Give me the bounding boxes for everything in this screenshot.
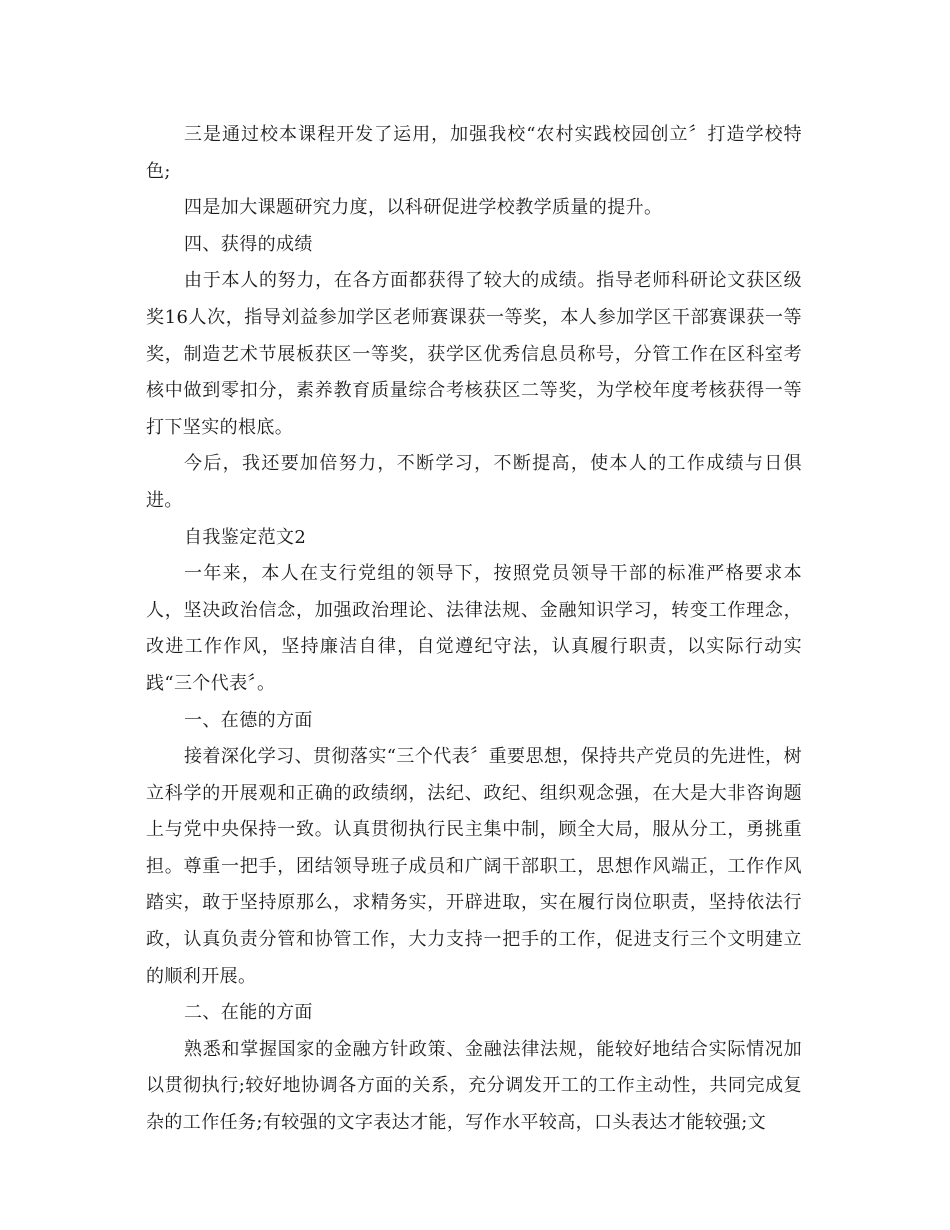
paragraph-future: 今后，我还要加倍努力，不断学习，不断提高，使本人的工作成绩与日俱进。 <box>146 453 802 511</box>
paragraph-research: 四是加大课题研究力度，以科研促进学校教学质量的提升。 <box>184 197 663 219</box>
paragraph-year-summary: 一年来，本人在支行党组的领导下，按照党员领导干部的标准严格要求本人，坚决政治信念，加强政治理论、法律法规、金融知识学习，转变工作理念，改进工作作风，坚持廉洁自律，自觉遵纪守法，认真履行职责，以实际行动实践“三个代表〞。 <box>146 563 802 694</box>
paragraph-school-curriculum: 三是通过校本课程开发了运用，加强我校“农村实践校园创立〞打造学校特色; <box>146 124 802 182</box>
paragraph-achievements: 由于本人的努力，在各方面都获得了较大的成绩。指导老师科研论文获区级奖16人次，指导刘益参加学区老师赛课获一等奖，本人参加学区干部赛课获一等奖，制造艺术节展板获区一等奖，获学区优秀信息员称号，分管工作在区科室考核中做到零扣分，素养教育质量综合考核获区二等奖，为学校年度考核获得一等打下坚实的根底。 <box>146 270 802 438</box>
section-heading-sample-2: 自我鉴定范文2 <box>184 526 307 548</box>
paragraph-ability: 熟悉和掌握国家的金融方针政策、金融法律法规，能较好地结合实际情况加以贯彻执行;较好地协调各方面的关系，充分调发开工的工作主动性，共同完成复杂的工作任务;有较强的文字表达才能，写作水平较高，口头表达才能较强;文 <box>146 1038 802 1134</box>
section-heading-achievements: 四、获得的成绩 <box>184 233 313 255</box>
section-heading-morality: 一、在德的方面 <box>184 709 313 731</box>
document-body <box>146 117 802 1142</box>
paragraph-morality: 接着深化学习、贯彻落实“三个代表〞重要思想，保持共产党员的先进性，树立科学的开展观和正确的政绩纲，法纪、政纪、组织观念强，在大是大非咨询题上与党中央保持一致。认真贯彻执行民主集中制，顾全大局，服从分工，勇挑重担。尊重一把手，团结领导班子成员和广阔干部职工，思想作风端正，工作作风踏实，敢于坚持原那么，求精务实，开辟进取，实在履行岗位职责，坚持依法行政，认真负责分管和协管工作，大力支持一把手的工作，促进支行三个文明建立的顺利开展。 <box>146 746 802 987</box>
section-heading-ability: 二、在能的方面 <box>184 1002 313 1024</box>
